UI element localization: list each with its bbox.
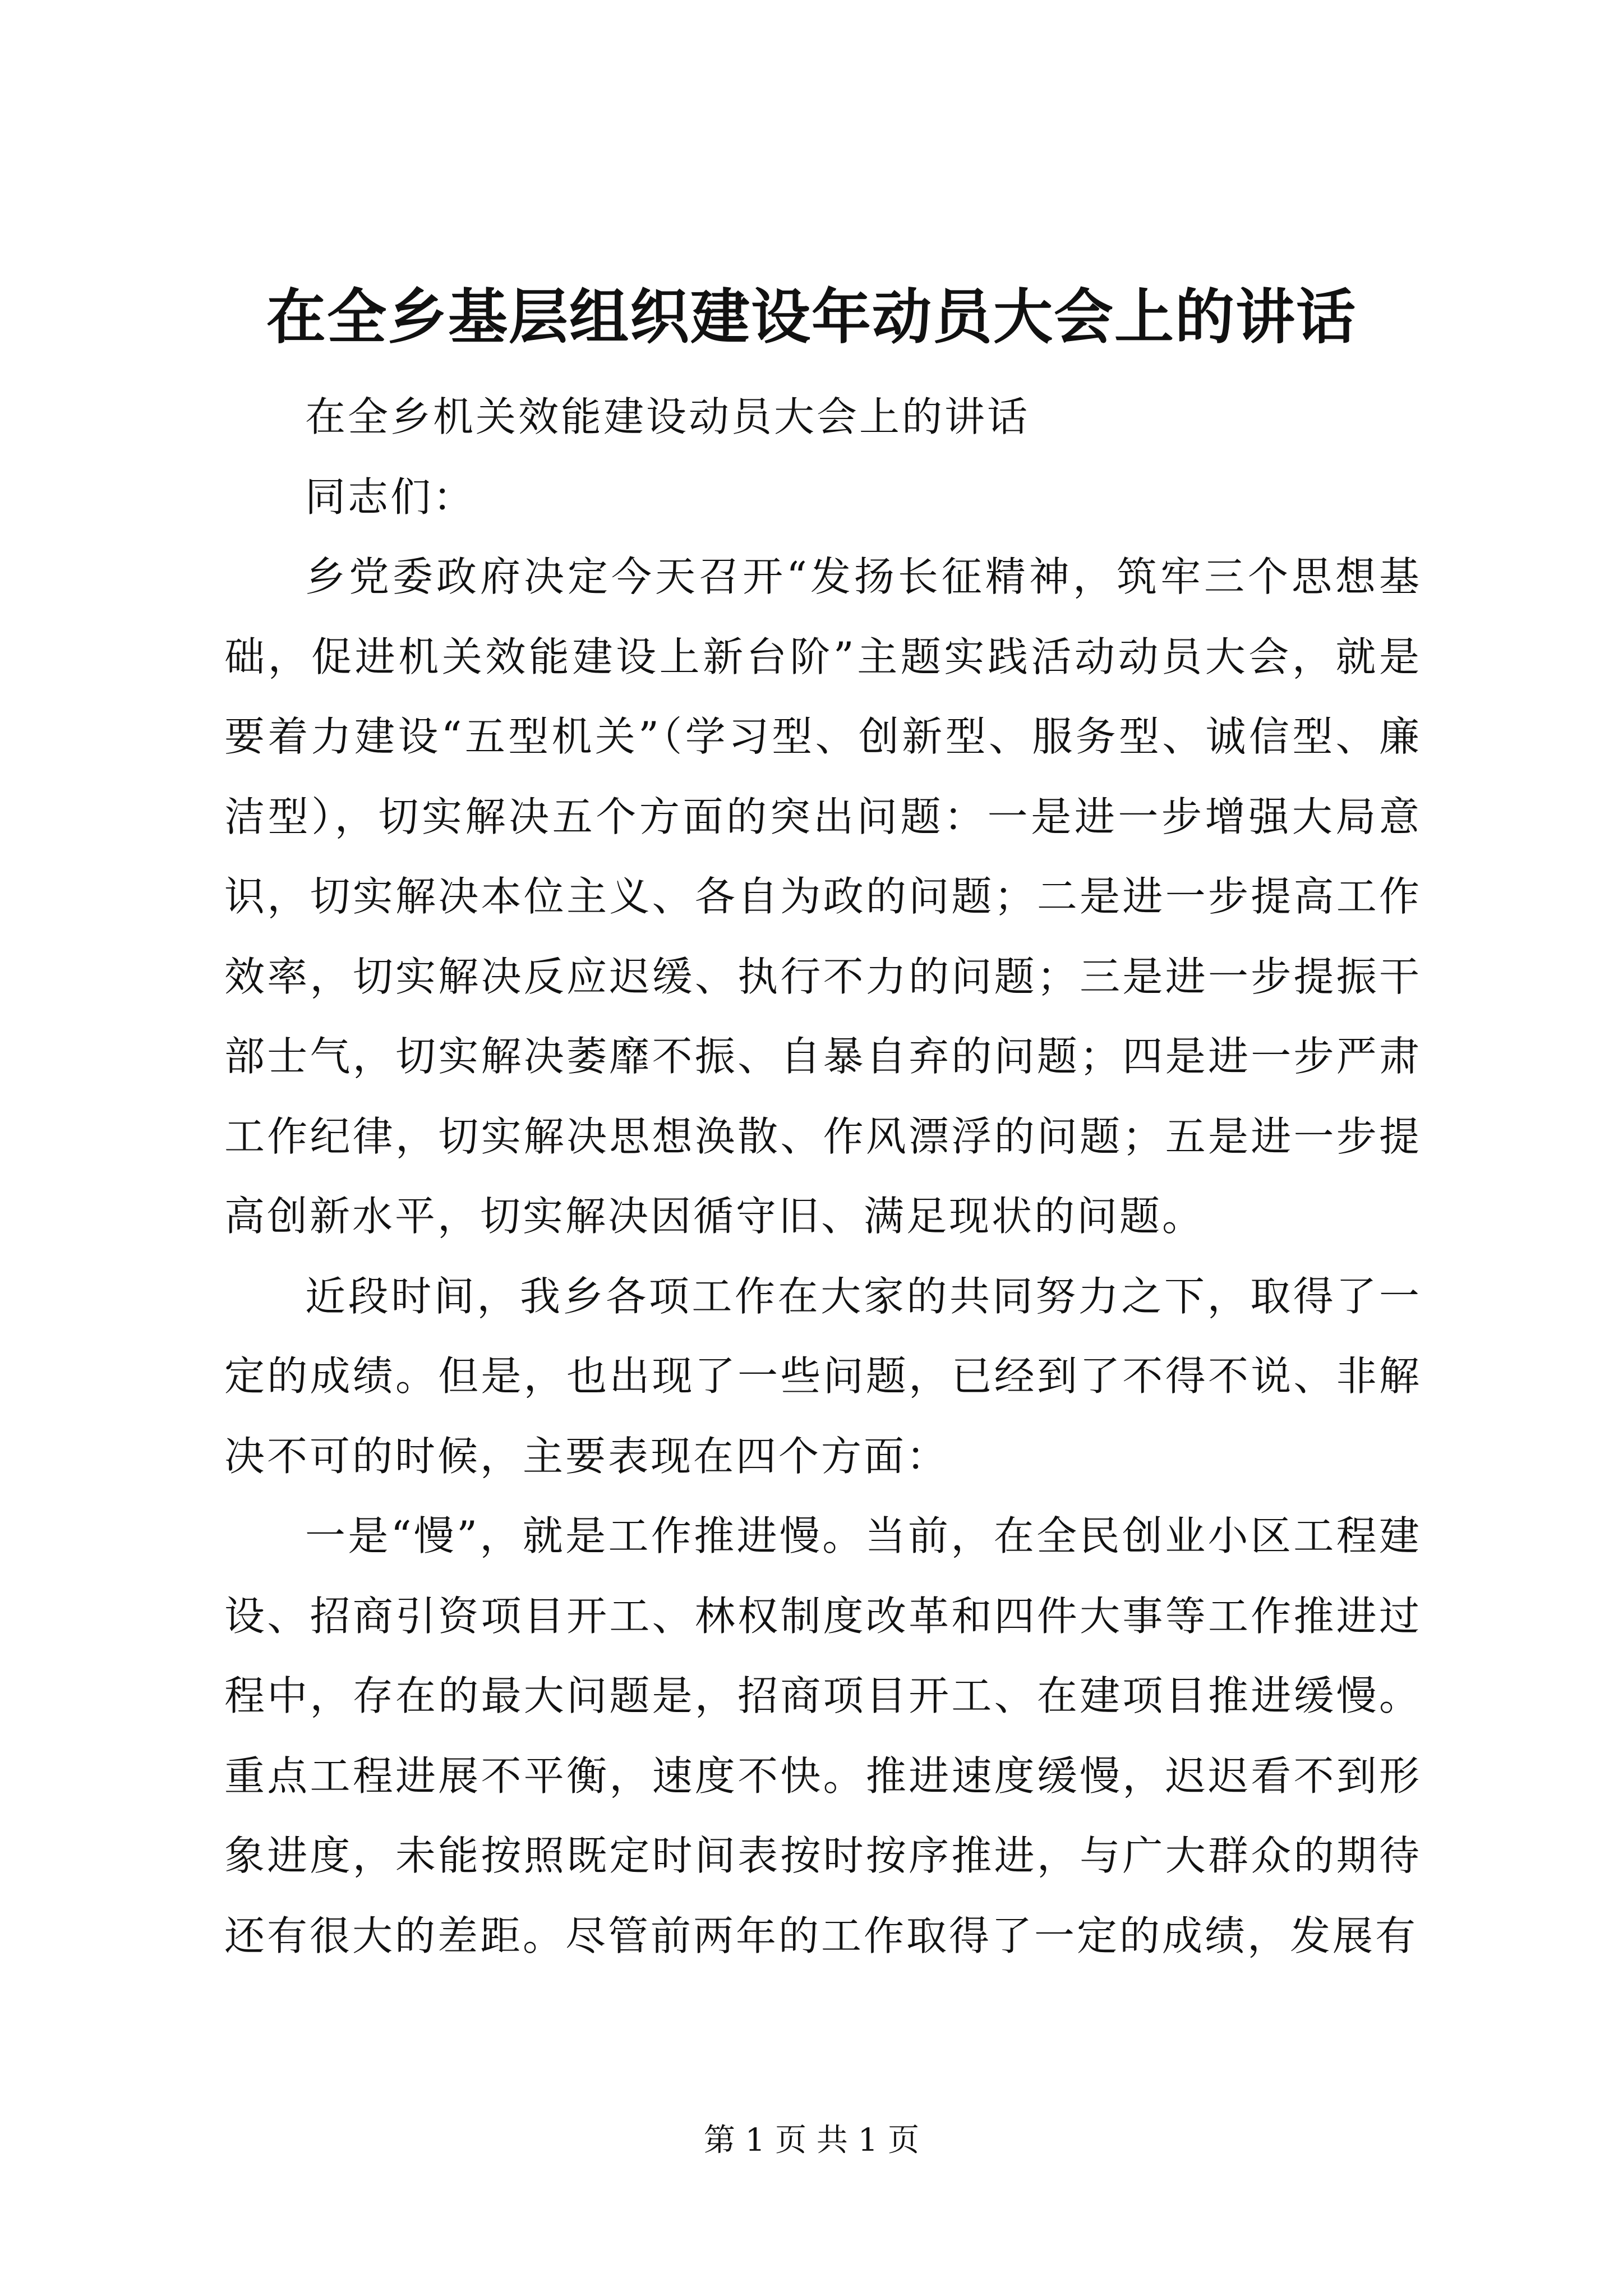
document-body [224,377,1422,1976]
subtitle-paragraph: 在全乡机关效能建设动员大会上的讲话 [305,393,1030,440]
body-paragraph: 乡党委政府决定今天召开“发扬长征精神，筑牢三个思想基础，促进机关效能建设上新台阶”主题实践活动动员大会，就是要着力建设“五型机关”（学习型、创新型、服务型、诚信型、廉洁型），切实解决五个方面的突出问题：一是进一步增强大局意识，切实解决本位主义、各自为政的问题；二是进一步提高工作效率，切实解决反应迟缓、执行不力的问题；三是进一步提振干部士气，切实解决萎靡不振、自暴自弃的问题；四是进一步严肃工作纪律，切实解决思想涣散、作风漂浮的问题；五是进一步提高创新水平，切实解决因循守旧、满足现状的问题。 [224,553,1422,1240]
salutation-paragraph: 同志们： [305,473,476,521]
body-paragraph: 一是“慢”，就是工作推进慢。当前，在全民创业小区工程建设、招商引资项目开工、林权制度改革和四件大事等工作推进过程中，存在的最大问题是，招商项目开工、在建项目推进缓慢。重点工程进展不平衡，速度不快。推进速度缓慢，迟迟看不到形象进度，未能按照既定时间表按时按序推进，与广大群众的期待还有很大的差距。尽管前两年的工作取得了一定的成绩，发展有 [224,1512,1422,1959]
body-paragraph: 近段时间，我乡各项工作在大家的共同努力之下，取得了一定的成绩。但是，也出现了一些问题，已经到了不得不说、非解决不可的时候，主要表现在四个方面： [224,1272,1422,1480]
page-number-footer: 第 1 页 共 1 页 [703,2122,920,2159]
document-title: 在全乡基层组织建设年动员大会上的讲话 [266,282,1357,352]
